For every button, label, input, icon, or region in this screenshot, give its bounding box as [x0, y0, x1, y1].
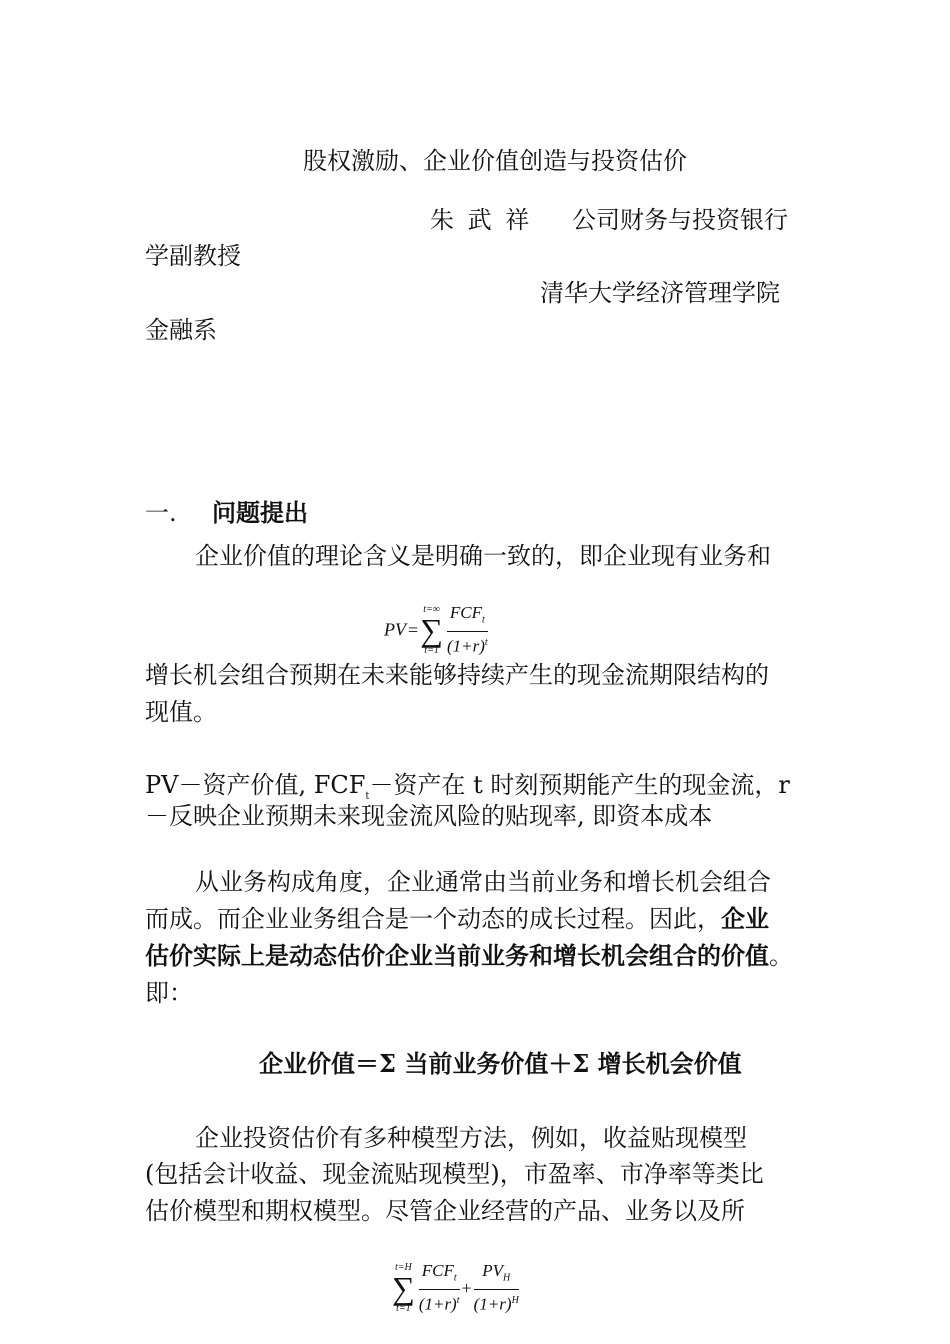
summation	[392, 1262, 415, 1314]
paragraph1-line3: 现值。	[145, 698, 217, 726]
paragraph2-line3: 估价实际上是动态估价企业当前业务和增长机会组合的价值。	[145, 941, 793, 970]
pv-symbol: PV	[384, 619, 406, 640]
terminal-fraction	[474, 1260, 519, 1316]
sum-upper-limit: t=H	[395, 1262, 412, 1274]
plus-sign: +	[461, 1277, 472, 1298]
paragraph3-line3: 估价模型和期权模型。尽管企业经营的产品、业务以及所	[145, 1197, 745, 1225]
fraction-numerator: $FCF_t$	[447, 602, 488, 632]
definition-line2: －反映企业预期未来现金流风险的贴现率, 即资本成本	[145, 802, 713, 830]
summation	[420, 604, 443, 656]
paragraph1-line2: 增长机会组合预期在未来能够持续产生的现金流期限结构的	[145, 661, 769, 689]
cashflow-fraction	[419, 1260, 460, 1316]
fraction-numerator: $PV_H$	[474, 1260, 519, 1290]
section-heading: 问题提出	[212, 498, 308, 527]
equals-sign: =	[408, 619, 419, 640]
definition-line1: PV－资产价值, $FCF_t-$资产在 t 时刻预期能产生的现金流，r	[145, 771, 790, 802]
document-title: 股权激励、企业价值创造与投资估价	[303, 147, 687, 175]
discount-fraction	[447, 602, 488, 658]
fraction-denominator: $(1+r)^H$	[473, 1295, 519, 1315]
author-affiliation-line1: 清华大学经济管理学院	[540, 279, 780, 307]
paragraph2-line2: 而成。而企业业务组合是一个动态的成长过程。因此，企业	[145, 904, 769, 933]
sum-lower-limit: t=1	[424, 645, 439, 657]
sum-upper-limit: t=∞	[423, 604, 440, 616]
pv-formula	[384, 602, 488, 658]
paragraph1-line1: 企业价值的理论含义是明确一致的，即企业现有业务和	[195, 542, 771, 570]
enterprise-value-equation: 企业价值＝Σ 当前业务价值＋Σ 增长机会价值	[259, 1049, 742, 1078]
terminal-value-formula	[392, 1260, 519, 1316]
paragraph3-line2: (包括会计收益、现金流贴现模型)，市盈率、市净率等类比	[145, 1160, 764, 1188]
paragraph2-line1: 从业务构成角度，企业通常由当前业务和增长机会组合	[195, 868, 771, 896]
sigma-symbol: ∑	[420, 612, 443, 649]
sum-lower-limit: t=1	[396, 1303, 411, 1315]
fraction-denominator: $(1+r)^t$	[446, 637, 488, 657]
fraction-denominator: $(1+r)^t$	[418, 1295, 460, 1315]
sigma-symbol: ∑	[392, 1270, 415, 1307]
author-title-line2: 学副教授	[145, 242, 241, 270]
section-number: 一.	[145, 499, 177, 527]
author-affiliation-line2: 金融系	[145, 316, 217, 344]
fraction-numerator: $FCF_t$	[419, 1260, 460, 1290]
paragraph2-line4: 即：	[145, 979, 193, 1007]
paragraph3-line1: 企业投资估价有多种模型方法，例如，收益贴现模型	[195, 1124, 747, 1152]
author-name: 朱 武 祥	[430, 206, 530, 234]
author-title-line1: 公司财务与投资银行	[572, 206, 788, 234]
